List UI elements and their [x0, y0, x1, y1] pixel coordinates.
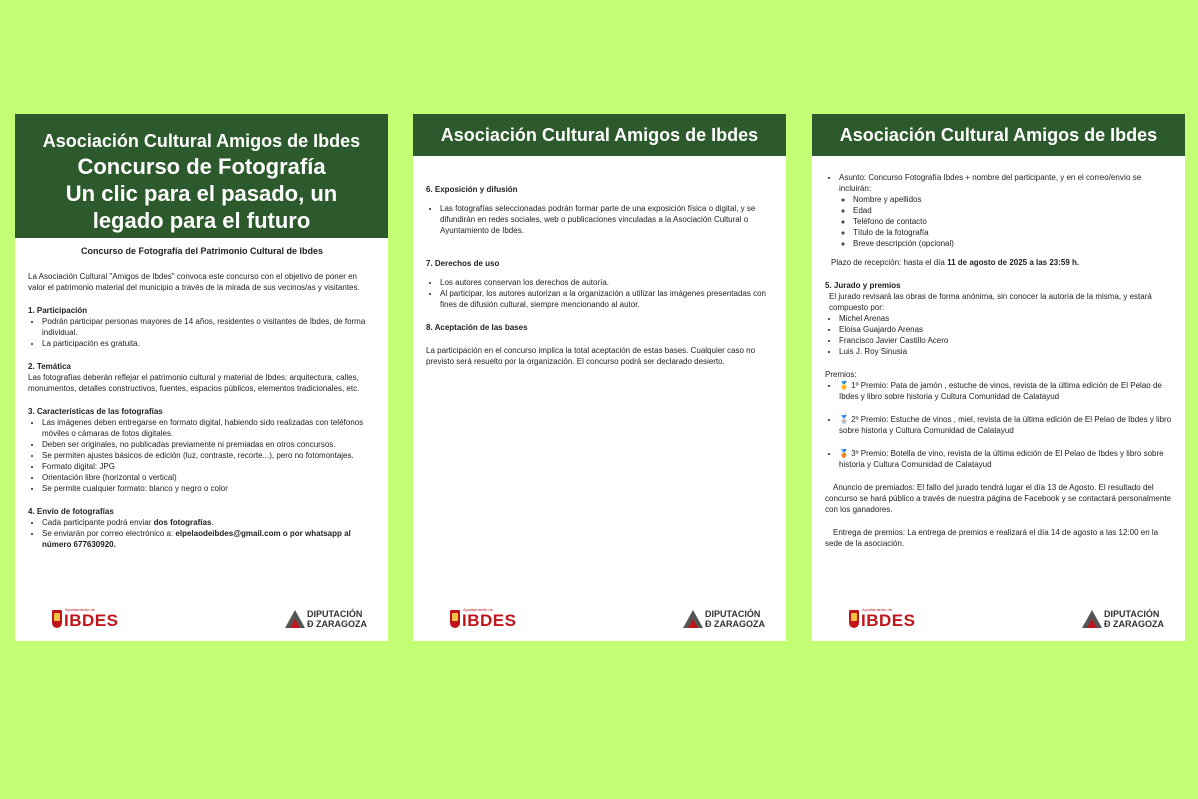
list-item: • Podrán participar personas mayores de 14 años, residentes o visitantes de Ibdes, de forma individual. — [42, 316, 376, 338]
list-item: • Se enviarán por correo electrónico a: elpelaodeibdes@gmail.com o por whatsapp al número 677630920. — [42, 528, 376, 550]
ibdes-logo: Ayuntamiento de IBDES — [52, 607, 114, 631]
diputacion-logo: DIPUTACIÓN Ð ZARAGOZA — [285, 608, 371, 630]
list-item: • Se permiten ajustes básicos de edición (luz, contraste, recorte...), pero no fotomontajes. — [42, 450, 376, 461]
announcement-text: Anuncio de premiados: El fallo del jurado tendrá lugar el día 13 de Agosto. El resultado del concurso se hará público a través de nuestra página de Facebook y se contactará personalmente con los ganadores. — [825, 483, 1171, 514]
contest-title-line-2: Un clic para el pasado, un — [65, 181, 338, 206]
prizes-label: Premios: — [825, 370, 857, 379]
list-item: ◦ Título de la fotografía — [853, 227, 1173, 238]
list-item: ◦ Edad — [853, 205, 1173, 216]
ibdes-logo: Ayuntamiento de IBDES — [849, 607, 911, 631]
prize-item: • 🥉 3º Premio: Botella de vino, revista de la última edición de El Pelao de Ibdes y libro sobre historia y Cultura Comunidad de Calatayud — [839, 448, 1173, 470]
page-footer — [450, 607, 769, 631]
page-footer — [52, 607, 371, 631]
jury-member: • Michel Arenas — [839, 313, 1173, 324]
jury-member: • Francisco Javier Castillo Acero — [839, 335, 1173, 346]
section-title: 4. Envío de fotografías — [28, 507, 114, 516]
list-item: • Al participar, los autores autorizan a la organización a utilizar las imágenes presentadas con fines de difusión cultural, siempre mencionando al autor. — [440, 288, 774, 310]
diputacion-logo: DIPUTACIÓN Ð ZARAGOZA — [1082, 608, 1168, 630]
triangle-logo-icon — [1082, 610, 1102, 628]
list-item: ◦ Teléfono de contacto — [853, 216, 1173, 227]
contest-title-line-3: legado para el futuro — [92, 208, 311, 233]
triangle-logo-icon — [285, 610, 305, 628]
section-title: 2. Temática — [28, 362, 71, 371]
list-item: ◦ Breve descripción (opcional) — [853, 238, 1173, 249]
list-item: • Asunto: Concurso Fotografía Ibdes + nombre del participante, y en el correo/envío se incluirán: ◦ Nombre y apellidos ◦ Edad ◦ Teléfono de contacto ◦ Título de la fotografía ◦ Breve descripción (opcional) — [839, 172, 1173, 249]
section-title: 7. Derechos de uso — [426, 259, 500, 268]
triangle-logo-icon — [683, 610, 703, 628]
poster-page-1 — [15, 114, 388, 641]
poster-page-3 — [812, 114, 1185, 641]
crest-icon — [52, 610, 62, 628]
list-item: • Los autores conservan los derechos de autoría. — [440, 277, 774, 288]
crest-icon — [849, 610, 859, 628]
section-text: La participación en el concurso implica la total aceptación de estas bases. Cualquier caso no previsto será resuelto por la organización. El concurso podrá ser declarado desierto. — [426, 346, 756, 366]
crest-icon — [450, 610, 460, 628]
page-footer — [849, 607, 1168, 631]
jury-member: • Eloisa Guajardo Arenas — [839, 324, 1173, 335]
contest-title-line-1: Concurso de Fotografía — [77, 154, 326, 179]
diputacion-logo: DIPUTACIÓN Ð ZARAGOZA — [683, 608, 769, 630]
list-item: • Formato digital: JPG — [42, 461, 376, 472]
prize-item: • 🥈 2º Premio: Estuche de vinos , miel, revista de la última edición de El Pelao de Ibdes y libro sobre historia y Cultura Comunidad de Calatayud — [839, 414, 1173, 436]
section-text: Las fotografías deberán reflejar el patrimonio cultural y material de Ibdes: arquitectura, calles, monumentos, detalles constructivos, fuentes, espacios públicos, elementos tradicionales, etc. — [28, 373, 360, 393]
deadline-text: Plazo de recepción: hasta el día 11 de agosto de 2025 a las 23:59 h. — [831, 258, 1080, 267]
list-item: • La participación es gratuita. — [42, 338, 376, 349]
list-item: • Cada participante podrá enviar dos fotografías. — [42, 517, 376, 528]
org-title: Asociación Cultural Amigos de Ibdes — [42, 131, 361, 151]
contact-email: elpelaodeibdes@gmail.com o por whatsapp al número 677630920. — [42, 529, 351, 549]
page-header — [812, 114, 1185, 156]
list-item: • Las fotografías seleccionadas podrán formar parte de una exposición física o digital, y se difundirán en redes sociales, web o publicaciones vinculadas a la Asociación Cultural o Ayuntamiento de Ibdes. — [440, 203, 774, 236]
list-item: • Las imágenes deben entregarse en formato digital, habiendo sido realizadas con teléfonos móviles o cámaras de fotos digitales. — [42, 417, 376, 439]
section-title: 5. Jurado y premios — [825, 281, 901, 290]
jury-member: • Luis J. Roy Sinusia — [839, 346, 1173, 357]
section-text: El jurado revisará las obras de forma anónima, sin conocer la autoría de la misma, y estará compuesto por: — [829, 292, 1152, 312]
page-subtitle: Concurso de Fotografía del Patrimonio Cultural de Ibdes — [80, 246, 324, 256]
section-title: 1. Participación — [28, 306, 88, 315]
ibdes-logo: Ayuntamiento de IBDES — [450, 607, 512, 631]
list-item: • Se permite cualquier formato: blanco y negro o color — [42, 483, 376, 494]
delivery-text: Entrega de premios: La entrega de premios e realizará el día 14 de agosto a las 12:00 en la sede de la asociación. — [825, 528, 1159, 548]
section-title: 3. Características de las fotografías — [28, 407, 163, 416]
list-item: • Orientación libre (horizontal o vertical) — [42, 472, 376, 483]
prize-item: • 🥇 1º Premio: Pata de jamón , estuche de vinos, revista de la última edición de El Pelao de Ibdes y libro sobre historia y Cultura Comunidad de Calatayud — [839, 380, 1173, 402]
page-header — [413, 114, 786, 156]
org-title: Asociación Cultural Amigos de Ibdes — [440, 125, 759, 145]
list-item: ◦ Nombre y apellidos — [853, 194, 1173, 205]
section-title: 8. Aceptación de las bases — [426, 323, 528, 332]
page-header — [15, 114, 388, 238]
org-title: Asociación Cultural Amigos de Ibdes — [839, 125, 1158, 145]
list-item: • Deben ser originales, no publicadas previamente ni premiadas en otros concursos. — [42, 439, 376, 450]
poster-page-2 — [413, 114, 786, 641]
section-title: 6. Exposición y difusión — [426, 185, 518, 194]
intro-text: La Asociación Cultural "Amigos de Ibdes" convoca este concurso con el objetivo de poner en valor el patrimonio material del municipio a través de la mirada de sus vecinos/as y visitantes. — [28, 272, 360, 292]
